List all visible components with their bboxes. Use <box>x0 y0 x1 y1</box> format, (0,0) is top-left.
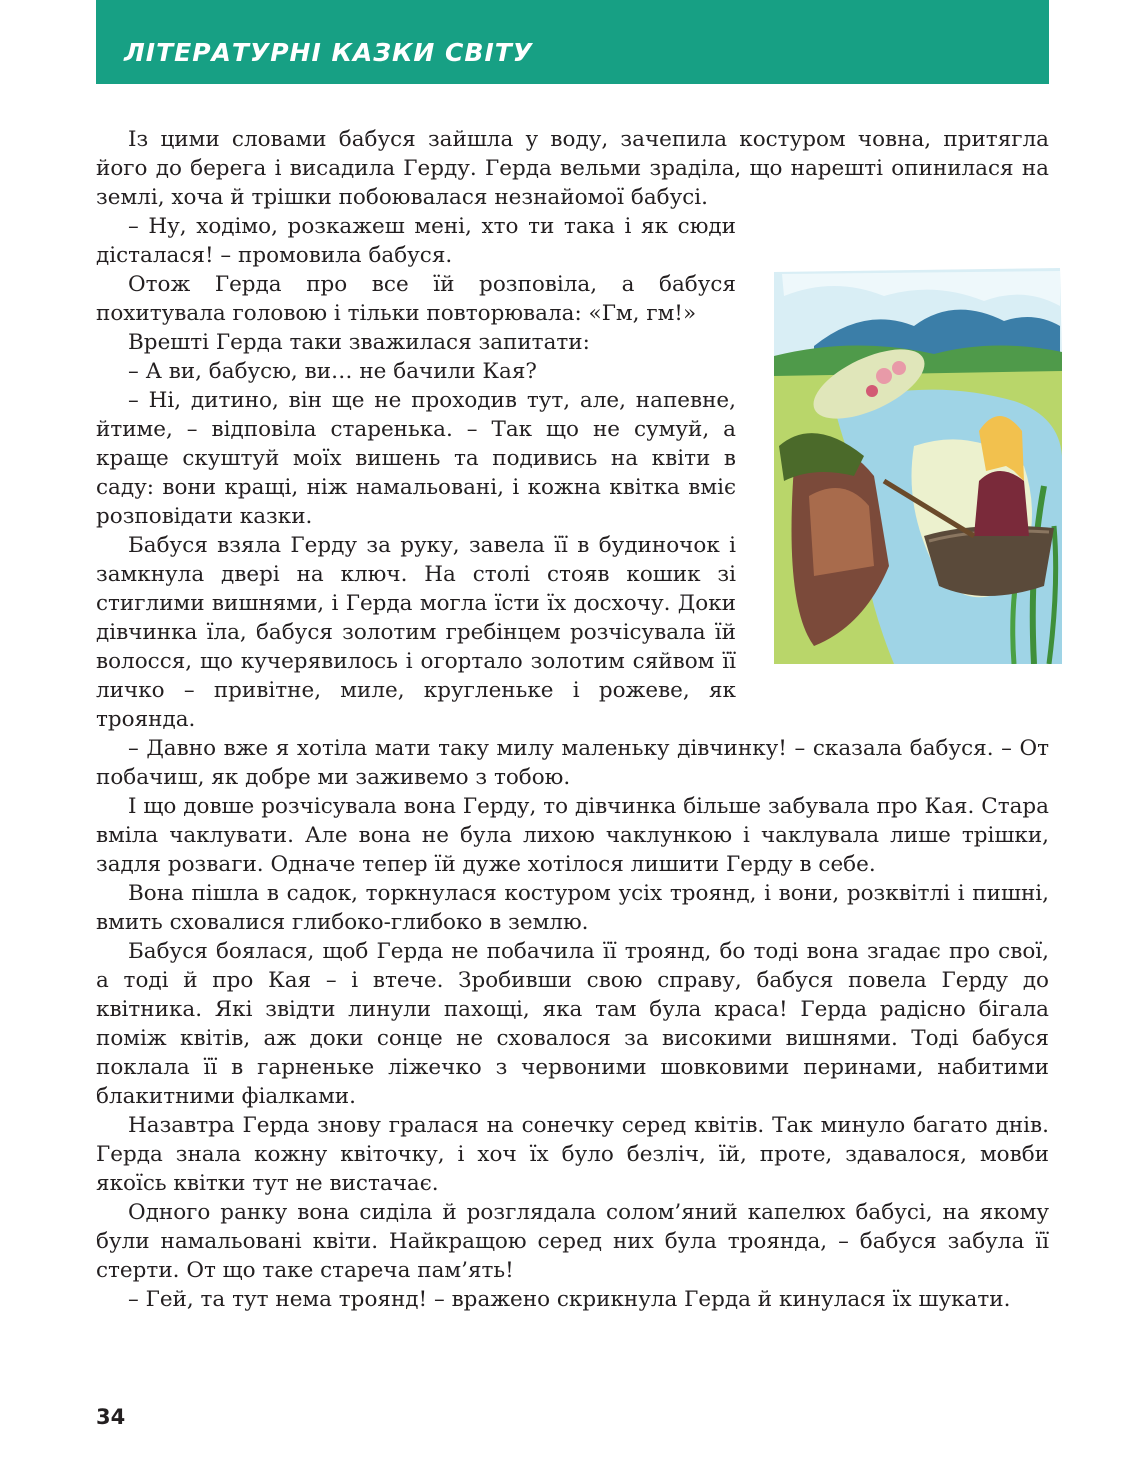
section-title: ЛІТЕРАТУРНІ КАЗКИ СВІТУ <box>124 38 534 67</box>
paragraph: Назавтра Герда знову гралася на сонечку серед квітів. Так минуло багато днів. Герда знала кожну квіточку, і хоч їх було безліч, їй, проте, здавалося, мовби якоїсь квітки тут не вистачає. <box>96 1113 1049 1196</box>
paragraph: – Давно вже я хотіла мати таку милу маленьку дівчинку! – сказала бабуся. – От побачиш, як добре ми заживемо з тобою. <box>96 736 1049 790</box>
paragraph: Бабуся боялася, щоб Герда не побачила її троянд, бо тоді вона згадає про свої, а тоді й про Кая – і втече. Зробивши свою справу, бабуся повела Герду до квітника. Які звідти линули пахощі, яка там була краса! Герда радісно бігала поміж квітів, аж доки сонце не сховалося за високими вишнями. Тоді бабуся поклала її в гарненьке ліжечко з червоними шовковими перинами, набитими блакитними фіалками. <box>96 939 1049 1109</box>
paragraph: Бабуся взяла Герду за руку, завела її в будиночок і замкнула двері на ключ. На столі стояв кошик зі стиглими вишнями, і Герда могла їсти їх досхочу. Доки дівчинка їла, бабуся золотим гребінцем розчісувала їй волосся, що кучерявилось і огортало золотим сяйвом її личко – привітне, миле, кругленьке і рожеве, як троянда. <box>96 533 736 732</box>
paragraph: І що довше розчісувала вона Герду, то дівчинка більше забувала про Кая. Стара вміла чаклувати. Але вона не була лихою чаклункою і чаклувала лише трішки, задля розваги. Одначе тепер їй дуже хотілося лишити Герду в себе. <box>96 794 1049 877</box>
paragraph: Із цими словами бабуся зайшла у воду, зачепила костуром човна, притягла його до берега і висадила Герду. Герда вельми зраділа, що нарешті опинилася на землі, хоча й трішки побоювалася незнайомої бабусі. <box>96 127 1049 210</box>
paragraph: Вона пішла в садок, торкнулася костуром усіх троянд, і вони, розквітлі і пишні, вмить сховалися глибоко-глибоко в землю. <box>96 881 1049 935</box>
paragraph: Отож Герда про все їй розповіла, а бабуся похитувала головою і тільки повторювала: «Гм, гм!» <box>96 272 736 326</box>
page-number: 34 <box>96 1405 126 1429</box>
paragraph: – Гей, та тут нема троянд! – вражено скрикнула Герда й кинулася їх шукати. <box>128 1287 1011 1312</box>
paragraph: Одного ранку вона сиділа й розглядала солом’яний капелюх бабусі, на якому були намальовані квіти. Найкращою серед них була троянда, – бабуся забула її стерти. От що таке стареча пам’ять! <box>96 1200 1049 1283</box>
paragraph: – Ну, ходімо, розкажеш мені, хто ти така і як сюди дісталася! – промовила бабуся. <box>96 214 736 268</box>
paragraph: – Ні, дитино, він ще не проходив тут, але, напевне, йтиме, – відповіла старенька. – Так що не сумуй, а краще скуштуй моїх вишень та подивись на квіти в саду: вони кращі, ніж намальовані, і кожна квітка вміє розповідати казки. <box>96 388 736 529</box>
paragraph: Врешті Герда таки зважилася запитати: <box>128 330 590 355</box>
paragraph: – А ви, бабусю, ви… не бачили Кая? <box>128 359 537 384</box>
story-illustration <box>774 266 1064 664</box>
